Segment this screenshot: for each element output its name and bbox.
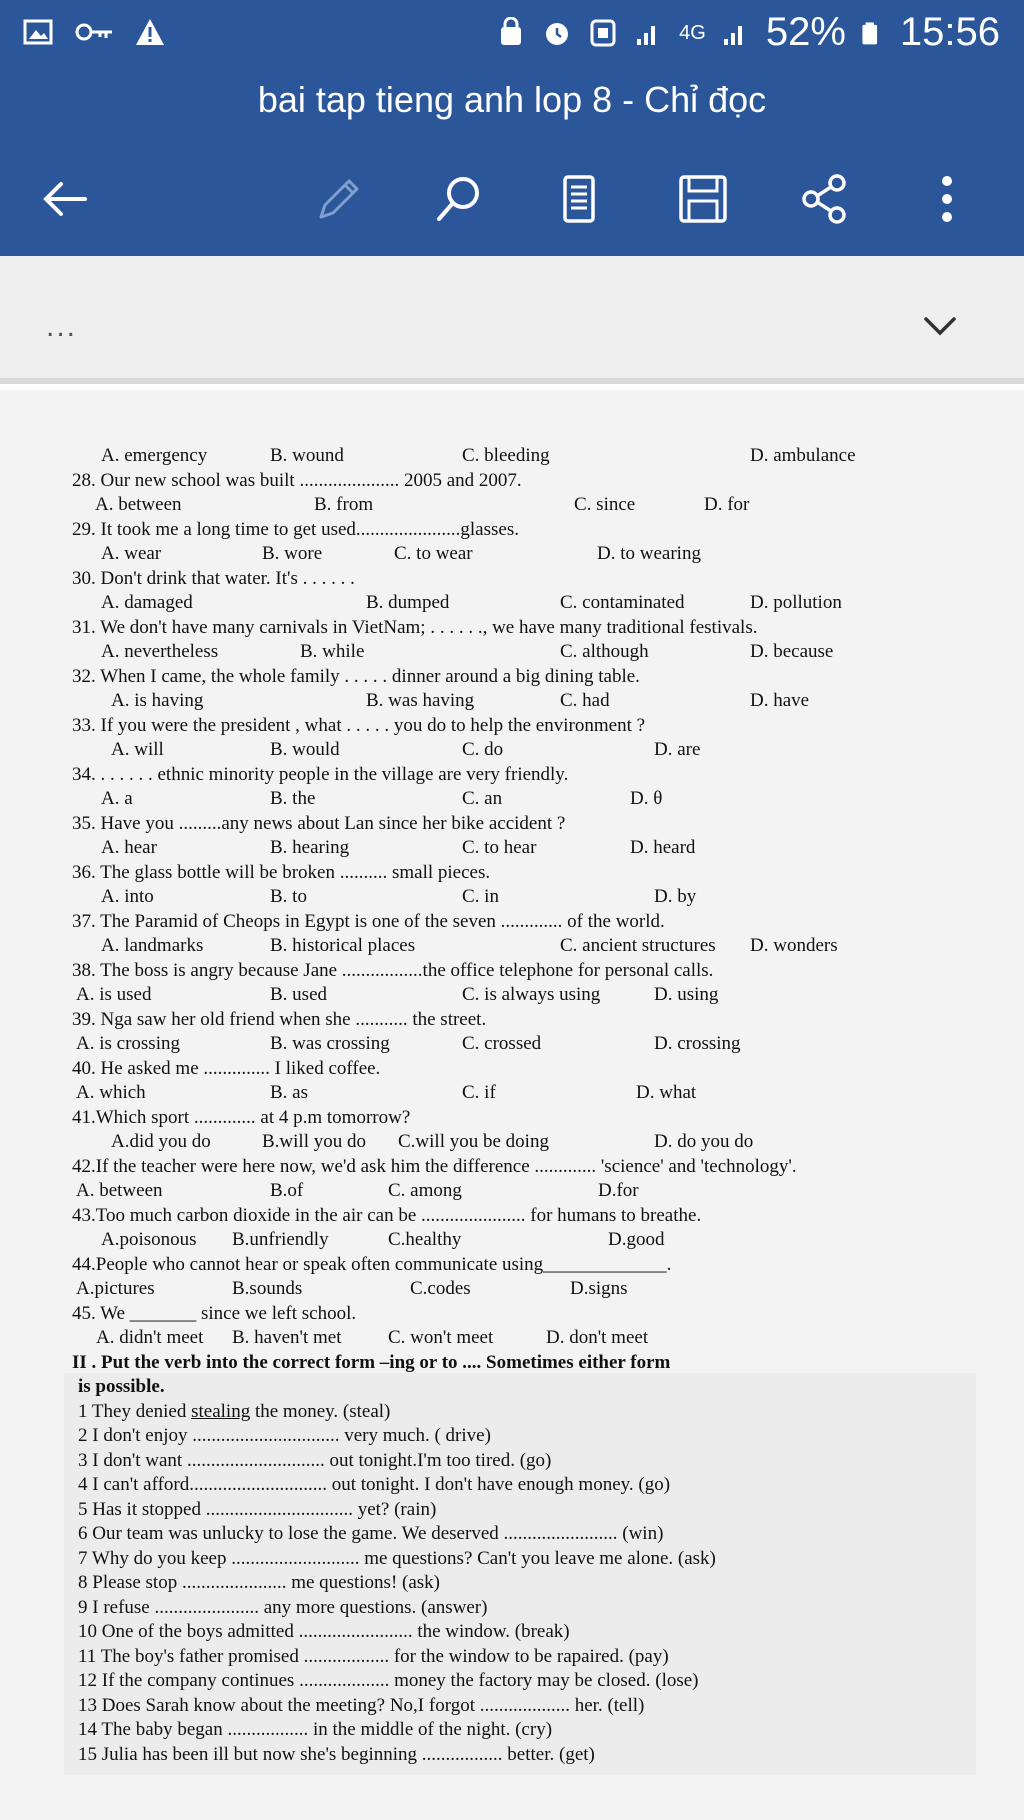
question-text: 28. Our new school was built ..................... 2005 and 2007. <box>72 469 522 491</box>
exercise-item: 6 Our team was unlucky to lose the game. We deserved ........................ (win) <box>78 1523 664 1544</box>
answer-option: D. crossing <box>654 1033 741 1054</box>
answer-option: D. pollution <box>750 592 842 613</box>
more-vertical-icon <box>919 171 975 227</box>
answer-option: D. what <box>636 1082 697 1103</box>
answer-option: B. wore <box>262 543 323 564</box>
answer-option: D.good <box>608 1229 665 1250</box>
edit-button[interactable] <box>302 164 372 234</box>
answer-option: A. into <box>101 886 154 907</box>
answer-option: B. was having <box>366 690 475 711</box>
answer-option: A. nevertheless <box>101 641 219 662</box>
question-text: 36. The glass bottle will be broken .......... small pieces. <box>72 861 491 883</box>
more-options-button[interactable] <box>912 164 982 234</box>
answer-option: B. would <box>270 739 340 760</box>
exercise-item: 3 I don't want ............................. out tonight.I'm too tired. (go) <box>78 1449 552 1471</box>
answer-option: A. hear <box>101 837 157 858</box>
answer-option: B. wound <box>270 445 344 466</box>
answer-option: A. wear <box>101 543 162 564</box>
answer-option: B. historical places <box>270 935 416 956</box>
alarm-icon <box>541 17 573 49</box>
exercise-suffix: the money. (steal) <box>250 1400 391 1422</box>
answer-option: B. dumped <box>366 592 450 613</box>
reading-view-button[interactable] <box>544 164 614 234</box>
answer-option: B. used <box>270 984 327 1005</box>
question-text: 32. When I came, the whole family . . . . . dinner around a big dining table. <box>72 665 640 687</box>
exercise-item: 8 Please stop ...................... me questions! (ask) <box>78 1572 441 1593</box>
answer-option: C. to hear <box>462 837 537 858</box>
question-text: 30. Don't drink that water. It's . . . . . . <box>72 567 355 589</box>
question-text: 33. If you were the president , what . . . . . you do to help the environment ? <box>72 714 646 736</box>
question-text: 41.Which sport ............. at 4 p.m tomorrow? <box>72 1106 411 1128</box>
answer-option: D.for <box>598 1180 639 1201</box>
answer-option: A. didn't meet <box>96 1327 204 1348</box>
exercise-item: 12 If the company continues ................... money the factory may be closed. (lose) <box>78 1670 699 1691</box>
answer-option: D. do you do <box>654 1131 754 1152</box>
exercise-item: 10 One of the boys admitted ........................ the window. (break) <box>78 1621 570 1642</box>
answer-option: A. is crossing <box>76 1033 180 1054</box>
answer-option: B. hearing <box>270 837 350 858</box>
answer-option: C. crossed <box>462 1033 542 1054</box>
answer-option: C. if <box>462 1082 496 1103</box>
answer-option: A. between <box>95 494 182 515</box>
exercise-item: 5 Has it stopped ............................... yet? (rain) <box>78 1498 437 1520</box>
answer-option: A. landmarks <box>101 935 204 956</box>
answer-option: A. emergency <box>101 445 208 466</box>
answer-option: D. heard <box>630 837 696 858</box>
answer-option: D. for <box>704 494 750 515</box>
search-button[interactable] <box>424 164 494 234</box>
answer-option: B. was crossing <box>270 1033 390 1054</box>
exercise-item: 4 I can't afford............................. out tonight. I don't have enough money. (go) <box>78 1474 671 1495</box>
exercise-item: 11 The boy's father promised .................. for the window to be rapaired. (pay) <box>78 1645 669 1667</box>
battery-percent: 52% <box>765 10 846 54</box>
answer-option: C. won't meet <box>388 1327 494 1348</box>
chevron-down-icon[interactable] <box>916 302 964 350</box>
answer-option: B. from <box>314 494 374 515</box>
question-text: 40. He asked me .............. I liked coffee. <box>72 1057 381 1079</box>
question-text: 35. Have you .........any news about Lan since her bike accident ? <box>72 812 566 834</box>
gallery-icon <box>22 16 54 48</box>
answer-option: C. an <box>462 788 503 809</box>
ribbon-ellipsis[interactable]: ... <box>46 310 78 343</box>
answer-option: D. by <box>654 886 697 907</box>
answer-option: C. had <box>560 690 610 711</box>
app-toolbar <box>0 142 1024 256</box>
answer-option: B. haven't met <box>232 1327 342 1348</box>
answer-option: D. θ <box>630 788 663 809</box>
exercise-item: 9 I refuse ...................... any more questions. (answer) <box>78 1596 488 1618</box>
share-icon <box>797 171 853 227</box>
answer-option: A. is having <box>111 690 204 711</box>
question-text: 38. The boss is angry because Jane .................the office telephone for personal calls. <box>72 959 714 981</box>
answer-option: C.healthy <box>388 1229 462 1250</box>
answer-option: A.poisonous <box>101 1229 197 1250</box>
section-heading-cont: is possible. <box>78 1376 165 1397</box>
answer-option: D. have <box>750 690 810 711</box>
warning-icon <box>134 16 166 48</box>
answer-option: A. a <box>101 788 133 809</box>
answer-option: A. damaged <box>101 592 193 613</box>
answer-option: D. because <box>750 641 834 662</box>
exercise-item <box>78 1400 390 1424</box>
answer-option: C.codes <box>410 1278 471 1299</box>
answer-option: A. will <box>111 739 164 760</box>
exercise-prefix: 1 They denied <box>78 1400 192 1422</box>
question-text: 31. We don't have many carnivals in VietNam; . . . . . ., we have many traditional festivals. <box>72 616 758 638</box>
answer-option: D. are <box>654 739 701 760</box>
collapsed-ribbon <box>0 256 1024 384</box>
document-title: bai tap tieng anh lop 8 - Chỉ đọc <box>0 72 1024 142</box>
answer-option: C. do <box>462 739 504 760</box>
reading-view-icon <box>551 171 607 227</box>
status-bar <box>0 0 1024 72</box>
answer-option: C. is always using <box>462 984 601 1005</box>
answer-option: C. ancient structures <box>560 935 716 956</box>
question-text: 29. It took me a long time to get used......................glasses. <box>72 518 519 540</box>
exercise-item: 7 Why do you keep ........................... me questions? Can't you leave me alone. (ask) <box>78 1547 716 1569</box>
answer-option: D. to wearing <box>597 543 701 564</box>
answer-option: A.pictures <box>76 1278 155 1299</box>
pencil-icon <box>309 171 365 227</box>
network-type: 4G <box>679 21 706 44</box>
answer-option: C. since <box>574 494 636 515</box>
nfc-icon <box>587 17 619 49</box>
answer-option: D. wonders <box>750 935 838 956</box>
answer-option: B.sounds <box>232 1278 303 1299</box>
answer-option: B.will you do <box>262 1131 366 1152</box>
signal-icon <box>633 17 665 49</box>
answer-option: A. is used <box>76 984 152 1005</box>
back-arrow-icon <box>37 171 93 227</box>
answer-option: C. contaminated <box>560 592 685 613</box>
exercise-item: 15 Julia has been ill but now she's beginning ................. better. (get) <box>78 1743 595 1765</box>
question-text: 34. . . . . . . ethnic minority people in the village are very friendly. <box>72 763 569 785</box>
example-answer: stealing <box>191 1400 251 1422</box>
answer-option: C. in <box>462 886 499 907</box>
search-icon <box>431 171 487 227</box>
question-text: 43.Too much carbon dioxide in the air can be ...................... for humans to breathe. <box>72 1204 702 1226</box>
answer-option: A.did you do <box>111 1131 211 1152</box>
clock: 15:56 <box>899 10 1000 54</box>
save-button[interactable] <box>668 164 738 234</box>
exercise-item: 13 Does Sarah know about the meeting? No,I forgot ................... her. (tell) <box>78 1694 645 1716</box>
section-heading: II . Put the verb into the correct form –ing or to .... Sometimes either form <box>72 1351 671 1373</box>
answer-option: C. to wear <box>394 543 473 564</box>
answer-option: A. which <box>76 1082 146 1103</box>
battery-icon <box>860 17 886 49</box>
answer-option: D.signs <box>570 1278 628 1299</box>
answer-option: B. as <box>270 1082 308 1103</box>
lock-sync-icon <box>495 17 527 49</box>
answer-option: C. among <box>388 1180 462 1201</box>
answer-option: B.of <box>270 1180 304 1201</box>
question-text: 42.If the teacher were here now, we'd ask him the difference ............. 'science' and 'technology'. <box>72 1155 797 1177</box>
exercise-item: 2 I don't enjoy ............................... very much. ( drive) <box>78 1425 491 1446</box>
save-icon <box>675 171 731 227</box>
answer-option: A. between <box>76 1180 163 1201</box>
question-text: 44.People who cannot hear or speak often communicate using_____________. <box>72 1253 672 1275</box>
question-text: 45. We _______ since we left school. <box>72 1302 357 1324</box>
answer-option: B. to <box>270 886 307 907</box>
share-button[interactable] <box>790 164 860 234</box>
answer-option: C. although <box>560 641 649 662</box>
question-text: 39. Nga saw her old friend when she ........... the street. <box>72 1008 487 1030</box>
answer-option: B. while <box>300 641 365 662</box>
answer-option: D. don't meet <box>546 1327 649 1348</box>
answer-option: B.unfriendly <box>232 1229 329 1250</box>
answer-option: D. using <box>654 984 719 1005</box>
signal-icon-2 <box>720 17 752 49</box>
answer-option: B. the <box>270 788 316 809</box>
answer-option: D. ambulance <box>750 445 856 466</box>
answer-option: C. bleeding <box>462 445 550 466</box>
key-icon <box>74 16 114 48</box>
exercise-item: 14 The baby began ................. in the middle of the night. (cry) <box>78 1719 553 1740</box>
question-text: 37. The Paramid of Cheops in Egypt is one of the seven ............. of the world. <box>72 910 665 932</box>
back-button[interactable] <box>30 164 100 234</box>
answer-option: C.will you be doing <box>398 1131 549 1152</box>
